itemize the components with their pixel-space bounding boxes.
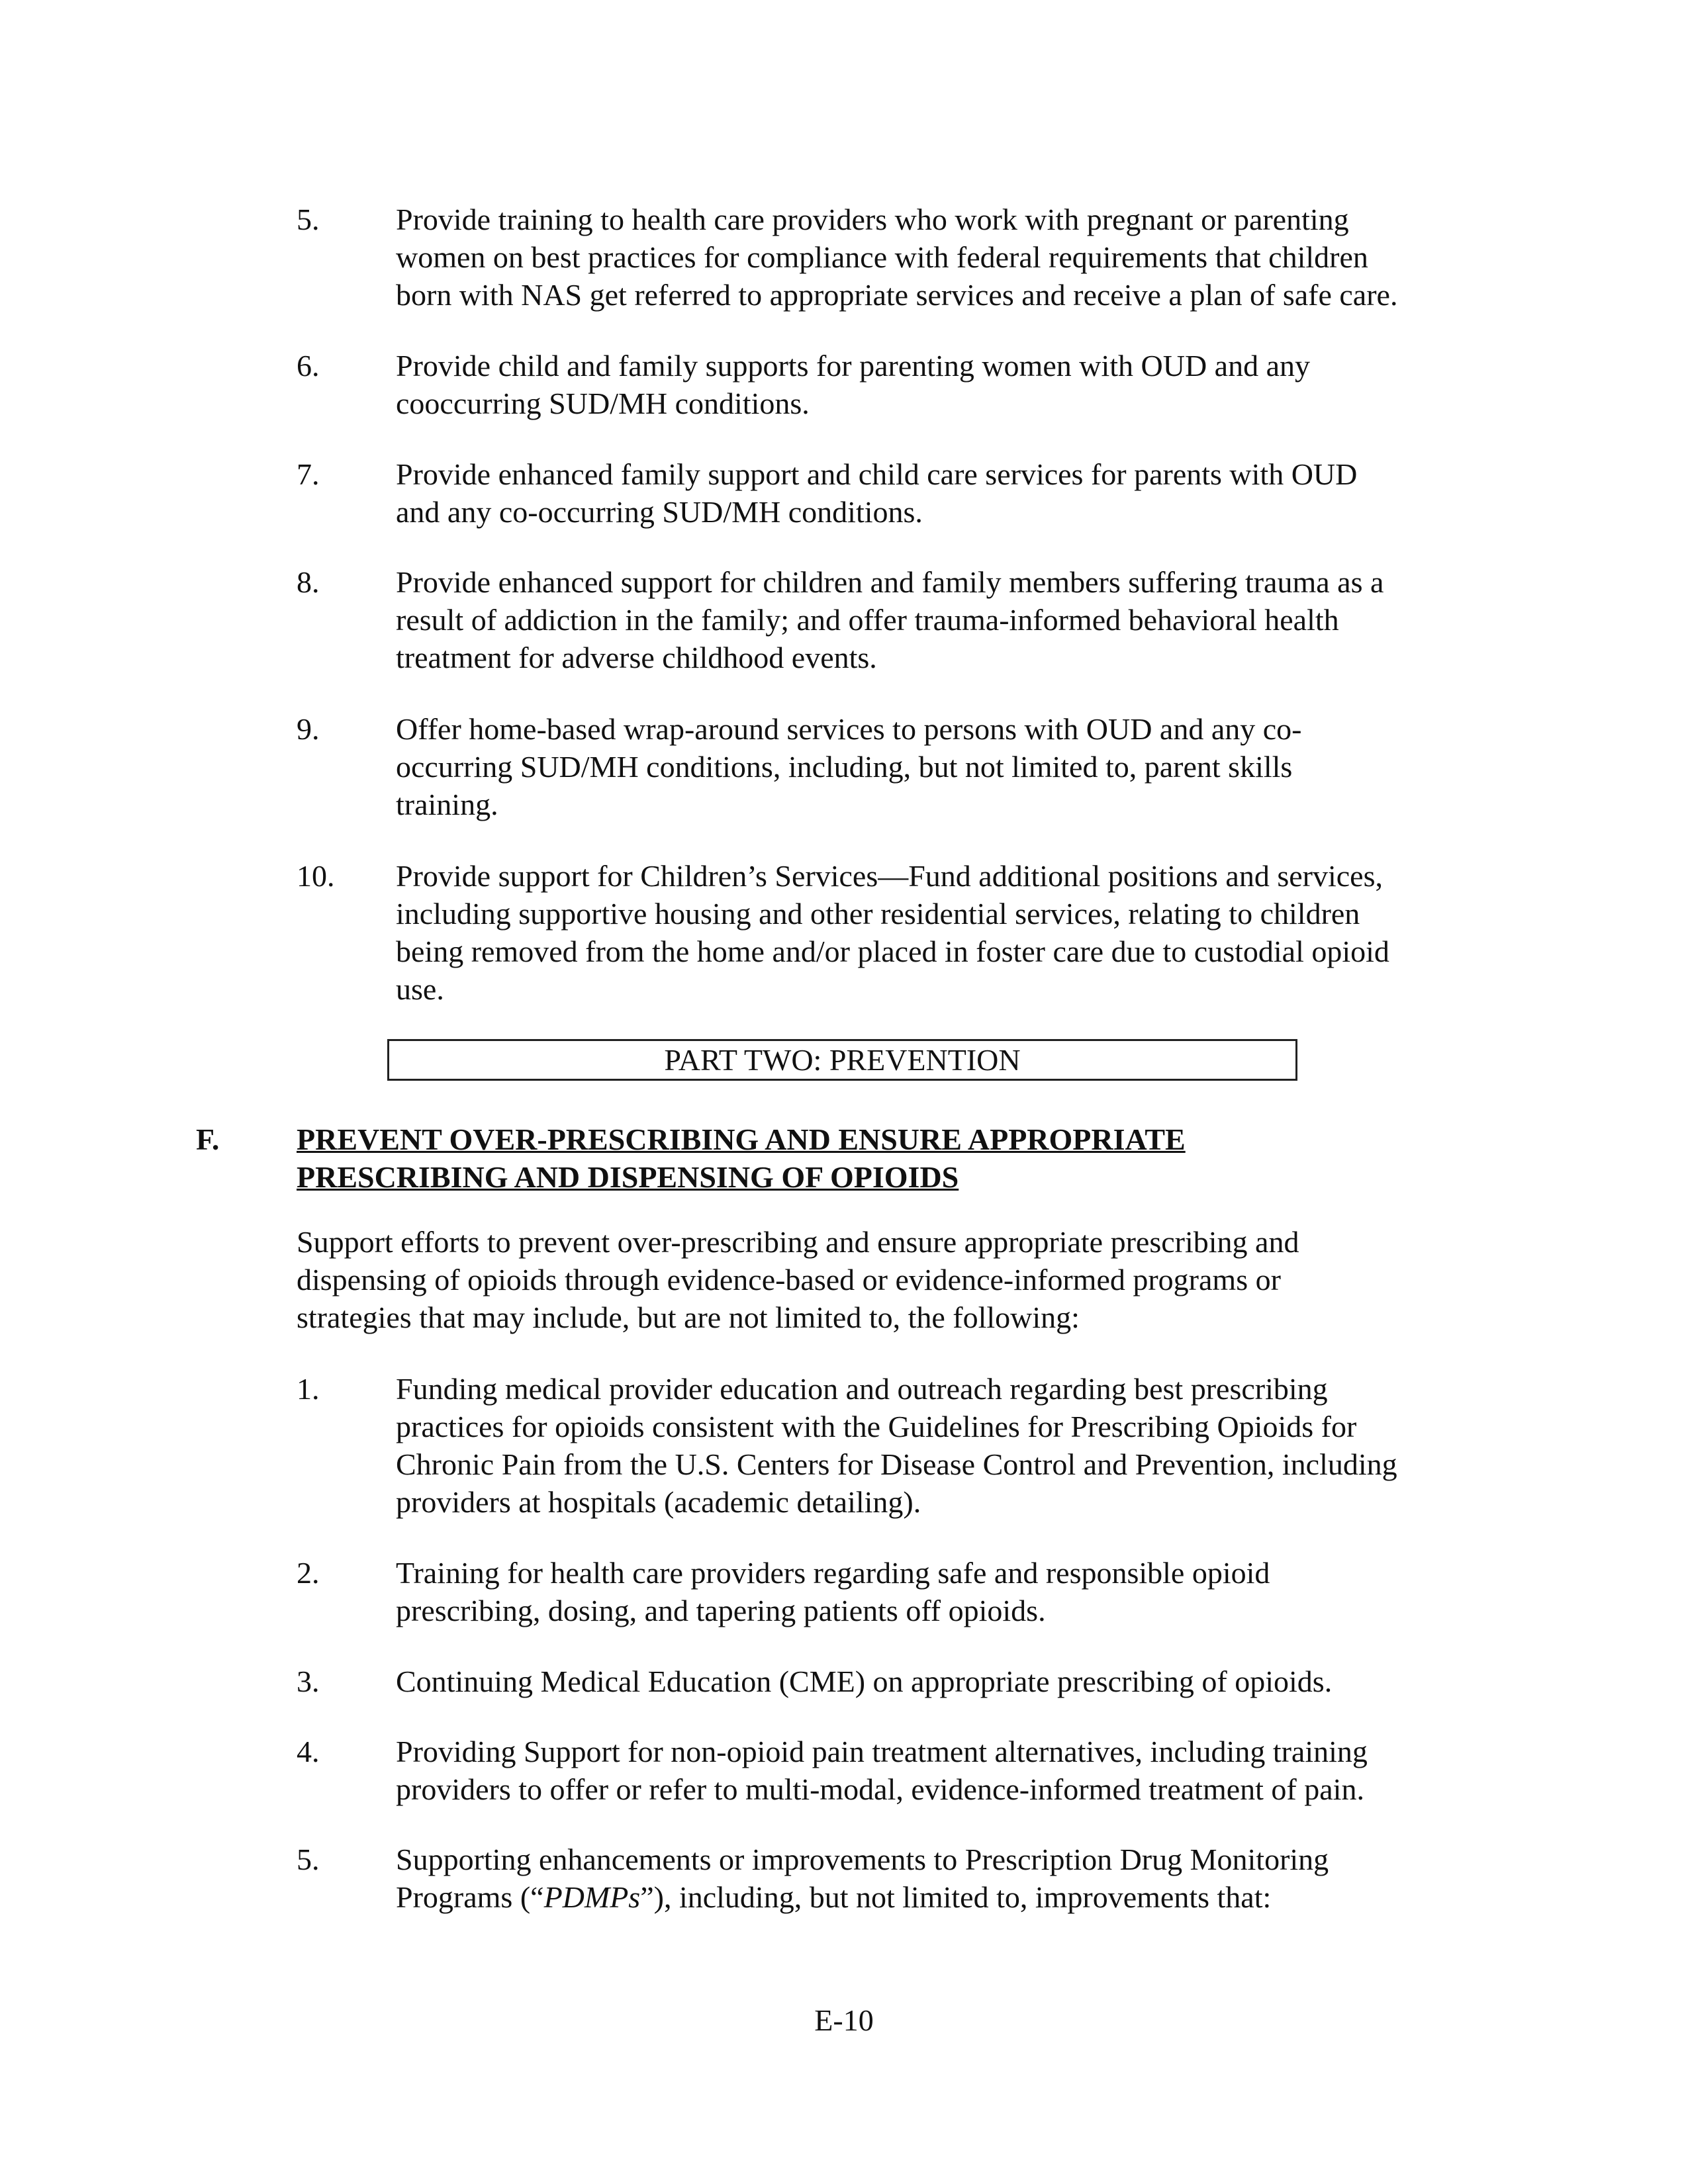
- item-number: 7.: [297, 457, 320, 491]
- item-number: 5.: [297, 1843, 320, 1876]
- item-number: 2.: [297, 1556, 320, 1590]
- item-text: [396, 710, 1455, 823]
- text-line: cooccurring SUD/MH conditions.: [396, 387, 810, 420]
- text-segment: ”), including, but not limited to, improvements that:: [640, 1880, 1272, 1914]
- item-number: 10.: [297, 859, 335, 893]
- section-letter: F.: [196, 1122, 220, 1156]
- item-number: 5.: [297, 203, 320, 236]
- text-line: including supportive housing and other residential services, relating to children: [396, 897, 1360, 931]
- text-line: use.: [396, 972, 444, 1006]
- text-line: Provide child and family supports for parenting women with OUD and any: [396, 349, 1311, 383]
- part-heading: PART TWO: PREVENTION: [387, 1039, 1297, 1081]
- text-line: result of addiction in the family; and offer trauma-informed behavioral health: [396, 603, 1339, 637]
- intro-line: dispensing of opioids through evidence-based or evidence-informed programs or: [297, 1263, 1281, 1297]
- intro-line: strategies that may include, but are not limited to, the following:: [297, 1300, 1080, 1334]
- intro-line: Support efforts to prevent over-prescribing and ensure appropriate prescribing and: [297, 1225, 1299, 1259]
- text-line: treatment for adverse childhood events.: [396, 641, 877, 674]
- item-text: [396, 1370, 1455, 1521]
- text-line: Supporting enhancements or improvements to Prescription Drug Monitoring: [396, 1843, 1329, 1876]
- text-segment: Programs (“: [396, 1880, 544, 1914]
- text-line: Chronic Pain from the U.S. Centers for Disease Control and Prevention, including: [396, 1447, 1397, 1481]
- item-text: [396, 455, 1455, 531]
- text-line: born with NAS get referred to appropriate services and receive a plan of safe care.: [396, 278, 1398, 312]
- text-line: Provide enhanced support for children and family members suffering trauma as a: [396, 565, 1384, 599]
- item-number: 1.: [297, 1372, 320, 1406]
- text-line: Provide enhanced family support and child care services for parents with OUD: [396, 457, 1358, 491]
- text-line: prescribing, dosing, and tapering patients off opioids.: [396, 1594, 1046, 1627]
- section-title-line: PRESCRIBING AND DISPENSING OF OPIOIDS: [297, 1160, 959, 1194]
- item-number: 8.: [297, 565, 320, 599]
- text-line: practices for opioids consistent with the Guidelines for Prescribing Opioids for: [396, 1410, 1357, 1443]
- item-number: 6.: [297, 349, 320, 383]
- text-line: and any co-occurring SUD/MH conditions.: [396, 495, 923, 529]
- item-number: 4.: [297, 1735, 320, 1768]
- item-text: [396, 347, 1455, 422]
- text-line: Training for health care providers regarding safe and responsible opioid: [396, 1556, 1270, 1590]
- text-line: training.: [396, 788, 498, 821]
- text-line: Funding medical provider education and outreach regarding best prescribing: [396, 1372, 1328, 1406]
- section-intro: [297, 1223, 1299, 1336]
- text-line: Providing Support for non-opioid pain treatment alternatives, including training: [396, 1735, 1368, 1768]
- text-segment-italic: PDMPs: [543, 1880, 641, 1914]
- item-text: [396, 563, 1455, 676]
- page-number: E-10: [814, 2003, 874, 2037]
- section-title: [297, 1120, 1186, 1196]
- text-line: occurring SUD/MH conditions, including, but not limited to, parent skills: [396, 750, 1293, 784]
- text-line: Offer home-based wrap-around services to persons with OUD and any co-: [396, 712, 1302, 746]
- text-line: Provide support for Children’s Services—Fund additional positions and services,: [396, 859, 1383, 893]
- text-line: Continuing Medical Education (CME) on appropriate prescribing of opioids.: [396, 1664, 1333, 1698]
- item-number: 9.: [297, 712, 320, 746]
- text-line: providers to offer or refer to multi-modal, evidence-informed treatment of pain.: [396, 1772, 1364, 1806]
- text-line: being removed from the home and/or placed in foster care due to custodial opioid: [396, 934, 1389, 968]
- item-text: [396, 1733, 1455, 1808]
- text-line: women on best practices for compliance with federal requirements that children: [396, 240, 1368, 274]
- item-text: [396, 201, 1455, 314]
- item-text: [396, 1554, 1455, 1629]
- text-line: providers at hospitals (academic detailing).: [396, 1485, 921, 1519]
- item-text: [396, 1662, 1455, 1700]
- item-text: [396, 857, 1455, 1008]
- item-number: 3.: [297, 1664, 320, 1698]
- item-text: [396, 1841, 1455, 1916]
- section-title-line: PREVENT OVER-PRESCRIBING AND ENSURE APPROPRIATE: [297, 1122, 1186, 1156]
- text-line: [396, 1878, 1455, 1916]
- text-line: Provide training to health care providers who work with pregnant or parenting: [396, 203, 1349, 236]
